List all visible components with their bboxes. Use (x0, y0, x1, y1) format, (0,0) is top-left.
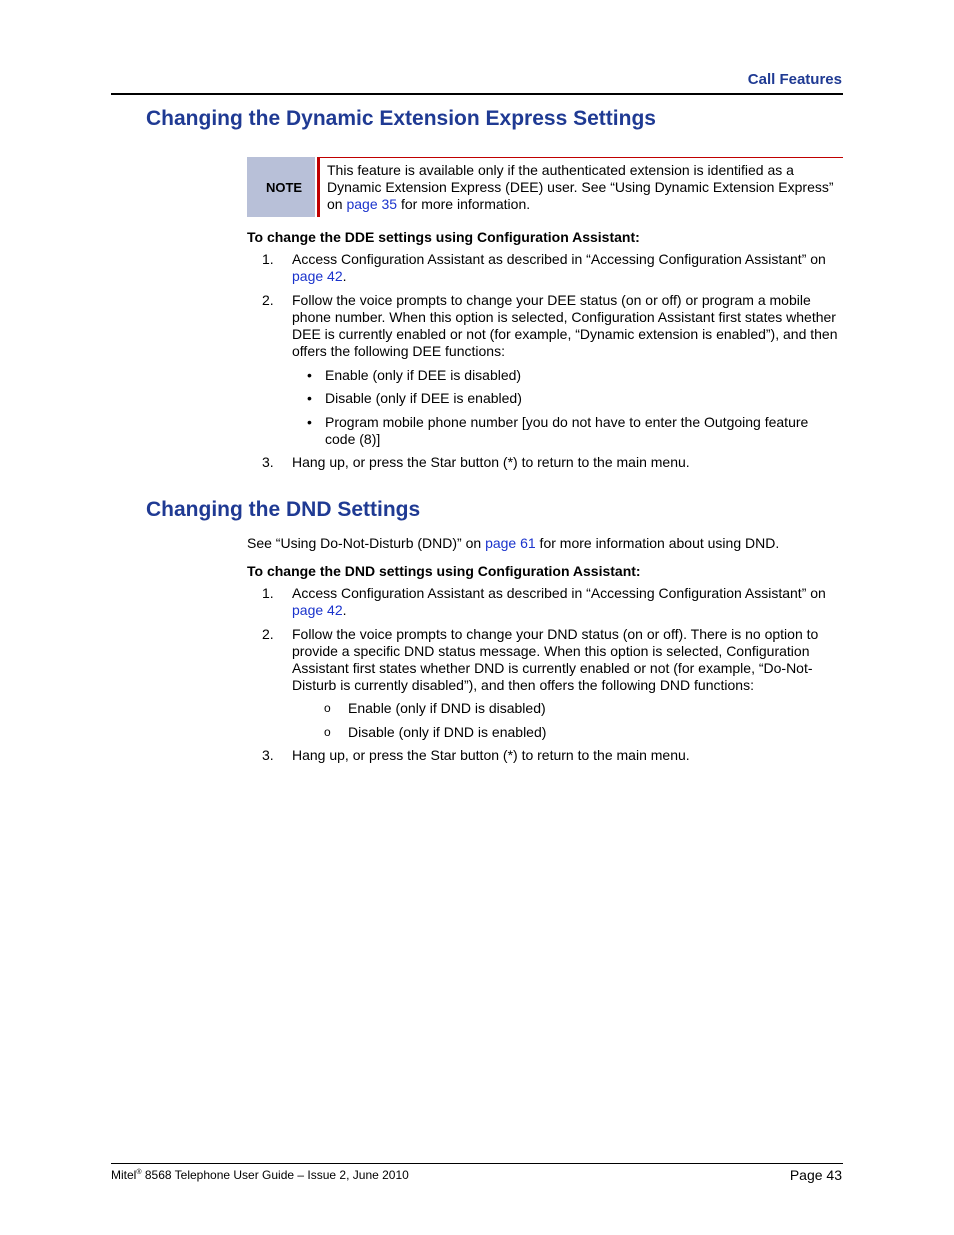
bullet-marker: • (307, 367, 312, 383)
circle-marker: o (324, 725, 331, 739)
header-rule (111, 93, 843, 95)
step-page-link[interactable]: page 42 (292, 602, 343, 618)
bullet-marker: • (307, 390, 312, 406)
section-title-dee: Changing the Dynamic Extension Express Settings (146, 107, 656, 130)
circle-marker: o (324, 701, 331, 715)
step-page-link[interactable]: page 42 (292, 268, 343, 284)
footer-rule (111, 1163, 843, 1164)
procedure-title-dnd: To change the DND settings using Configuration Assistant: (247, 563, 641, 579)
note-text: This feature is available only if the authenticated extension is identified as a Dynamic Extension Express (DEE) user. See “Using Dynamic Extension Express” on page 35 for more information. (320, 157, 843, 217)
note-box (247, 157, 843, 217)
procedure-title-dee: To change the DDE settings using Configuration Assistant: (247, 229, 640, 245)
note-label: NOTE (247, 157, 315, 217)
footer-page-number: Page 43 (789, 1167, 842, 1183)
bullet-marker: • (307, 414, 312, 430)
intro-page-link[interactable]: page 61 (485, 535, 536, 551)
footer-guide-title: Mitel® 8568 Telephone User Guide – Issue 2, June 2010 (111, 1168, 409, 1182)
note-page-link[interactable]: page 35 (346, 196, 398, 212)
section-title-dnd: Changing the DND Settings (146, 498, 421, 521)
dnd-intro: See “Using Do-Not-Disturb (DND)” on page 61 for more information about using DND. (247, 535, 780, 551)
header-section-label: Call Features (747, 71, 842, 88)
